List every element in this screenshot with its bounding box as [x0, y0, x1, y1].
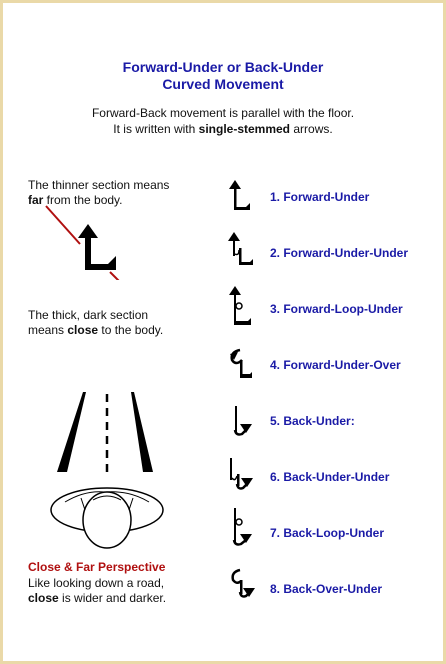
list-item-4: 4. Forward-Under-Over — [270, 358, 401, 372]
list-item-8: 8. Back-Over-Under — [270, 582, 383, 596]
perspective-title: Close & Far Perspective — [28, 560, 166, 574]
large-forward-under-symbol — [40, 200, 130, 280]
list-item-6: 6. Back-Under-Under — [270, 470, 390, 484]
list-item-1: 1. Forward-Under — [270, 190, 370, 204]
list-item-7: 7. Back-Loop-Under — [270, 526, 385, 540]
back-loop-under-icon — [226, 506, 260, 550]
list-item-2: 2. Forward-Under-Under — [270, 246, 409, 260]
head-top-view-icon — [45, 480, 170, 560]
list-item-5: 5. Back-Under: — [270, 414, 355, 428]
forward-loop-under-icon — [226, 284, 256, 328]
page-title-line-1: Forward-Under or Back-Under — [122, 59, 324, 75]
intro-line-1: Forward-Back movement is parallel with the floor. — [91, 106, 355, 120]
thick-section-note: The thick, dark section means close to the body. — [28, 308, 164, 337]
back-over-under-icon — [226, 566, 260, 606]
thin-section-note: The thinner section means far from the body. — [28, 178, 170, 207]
forward-under-under-icon — [226, 230, 256, 270]
road-perspective-illustration — [45, 388, 175, 478]
perspective-text: Like looking down a road, close is wider and darker. — [28, 576, 167, 605]
intro-line-2: It is written with single-stemmed arrows. — [113, 122, 333, 136]
back-under-under-icon — [226, 454, 260, 494]
page-title-line-2: Curved Movement — [162, 76, 284, 92]
forward-under-icon — [226, 178, 256, 214]
forward-under-over-icon — [226, 346, 256, 382]
list-item-3: 3. Forward-Loop-Under — [270, 302, 403, 316]
back-under-icon — [226, 400, 260, 440]
